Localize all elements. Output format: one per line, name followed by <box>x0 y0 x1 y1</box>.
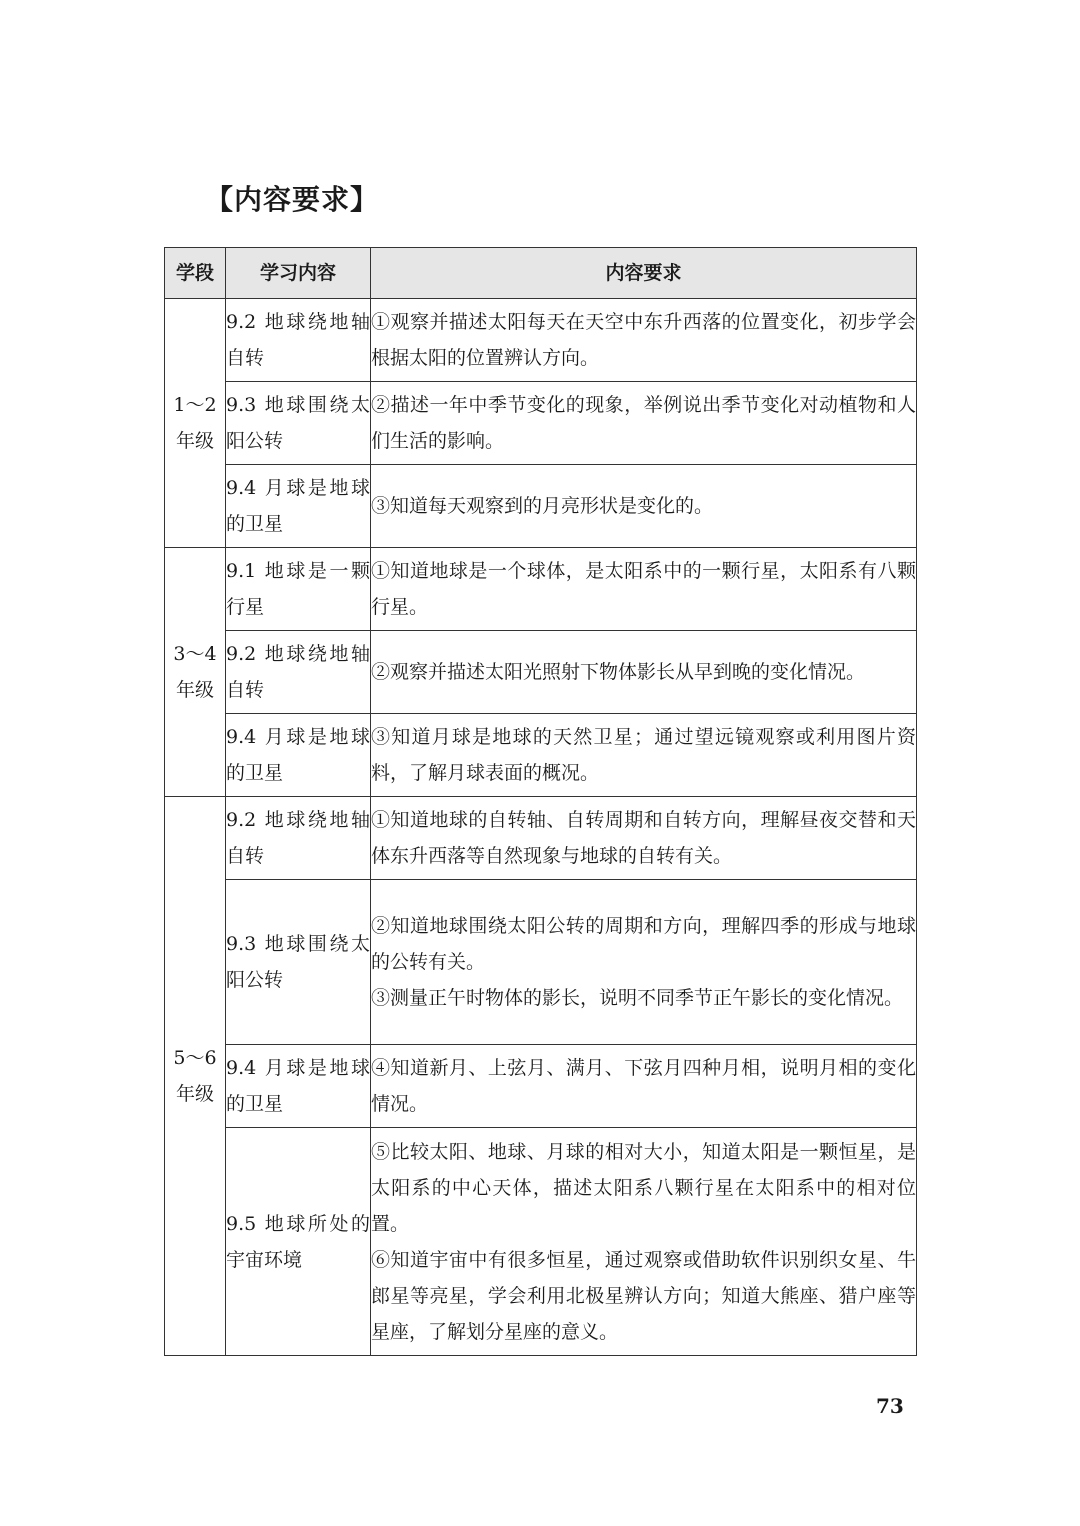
requirement-cell <box>371 880 917 1045</box>
table-row <box>165 797 917 880</box>
requirement-item: ①知道地球的自转轴、自转周期和自转方向，理解昼夜交替和天体东升西落等自然现象与地球的自转有关。 <box>371 809 916 867</box>
header-requirement: 内容要求 <box>371 248 917 299</box>
table-row <box>165 714 917 797</box>
requirement-item: ③知道月球是地球的天然卫星；通过望远镜观察或利用图片资料，了解月球表面的概况。 <box>371 726 916 784</box>
requirement-item: ④知道新月、上弦月、满月、下弦月四种月相，说明月相的变化情况。 <box>371 1057 916 1115</box>
requirement-item: ③知道每天观察到的月亮形状是变化的。 <box>371 495 714 517</box>
topic-cell: 9.2 地球绕地轴自转 <box>226 299 371 382</box>
table-header-row <box>165 248 917 299</box>
table-row <box>165 382 917 465</box>
topic-cell: 9.4 月球是地球的卫星 <box>226 714 371 797</box>
topic-cell: 9.2 地球绕地轴自转 <box>226 797 371 880</box>
requirement-item: ⑤比较太阳、地球、月球的相对大小，知道太阳是一颗恒星，是太阳系的中心天体，描述太阳系八颗行星在太阳系中的相对位置。 <box>371 1140 916 1235</box>
table-row <box>165 880 917 1045</box>
stage-cell <box>165 797 226 1356</box>
stage-label: 年级 <box>175 430 214 452</box>
topic-cell: 9.4 月球是地球的卫星 <box>226 1045 371 1128</box>
topic-cell: 9.5 地球所处的宇宙环境 <box>226 1128 371 1356</box>
table-row <box>165 299 917 382</box>
topic-cell: 9.3 地球围绕太阳公转 <box>226 382 371 465</box>
stage-cell <box>165 299 226 548</box>
topic-cell: 9.3 地球围绕太阳公转 <box>226 880 371 1045</box>
stage-range: 1～2 <box>173 394 217 416</box>
table-row <box>165 1128 917 1356</box>
table-row <box>165 548 917 631</box>
table-row <box>165 1045 917 1128</box>
requirement-item: ①观察并描述太阳每天在天空中东升西落的位置变化，初步学会根据太阳的位置辨认方向。 <box>371 311 916 369</box>
section-title: 【内容要求】 <box>205 183 380 216</box>
requirement-cell <box>371 1128 917 1356</box>
header-stage: 学段 <box>165 248 226 299</box>
requirement-item: ②观察并描述太阳光照射下物体影长从早到晚的变化情况。 <box>371 661 866 683</box>
topic-cell: 9.2 地球绕地轴自转 <box>226 631 371 714</box>
page-number: 73 <box>876 1394 904 1418</box>
table-row <box>165 465 917 548</box>
topic-cell: 9.4 月球是地球的卫星 <box>226 465 371 548</box>
requirement-item: ②知道地球围绕太阳公转的周期和方向，理解四季的形成与地球的公转有关。 <box>371 915 916 973</box>
stage-label: 年级 <box>175 1083 214 1105</box>
stage-cell <box>165 548 226 797</box>
content-requirements-table <box>164 247 917 1356</box>
requirement-item: ③测量正午时物体的影长，说明不同季节正午影长的变化情况。 <box>371 987 904 1009</box>
table-row <box>165 631 917 714</box>
requirement-cell <box>371 797 917 880</box>
requirement-cell <box>371 548 917 631</box>
topic-cell: 9.1 地球是一颗行星 <box>226 548 371 631</box>
requirement-cell <box>371 382 917 465</box>
requirement-cell <box>371 299 917 382</box>
requirement-cell <box>371 1045 917 1128</box>
requirement-cell <box>371 714 917 797</box>
header-topic: 学习内容 <box>226 248 371 299</box>
requirement-item: ⑥知道宇宙中有很多恒星，通过观察或借助软件识别织女星、牛郎星等亮星，学会利用北极星辨认方向；知道大熊座、猎户座等星座，了解划分星座的意义。 <box>371 1248 916 1343</box>
stage-range: 3～4 <box>173 643 217 665</box>
stage-range: 5～6 <box>173 1047 217 1069</box>
requirement-item: ②描述一年中季节变化的现象，举例说出季节变化对动植物和人们生活的影响。 <box>371 394 916 452</box>
requirement-cell <box>371 465 917 548</box>
requirement-item: ①知道地球是一个球体，是太阳系中的一颗行星，太阳系有八颗行星。 <box>371 560 916 618</box>
stage-label: 年级 <box>175 679 214 701</box>
requirement-cell <box>371 631 917 714</box>
